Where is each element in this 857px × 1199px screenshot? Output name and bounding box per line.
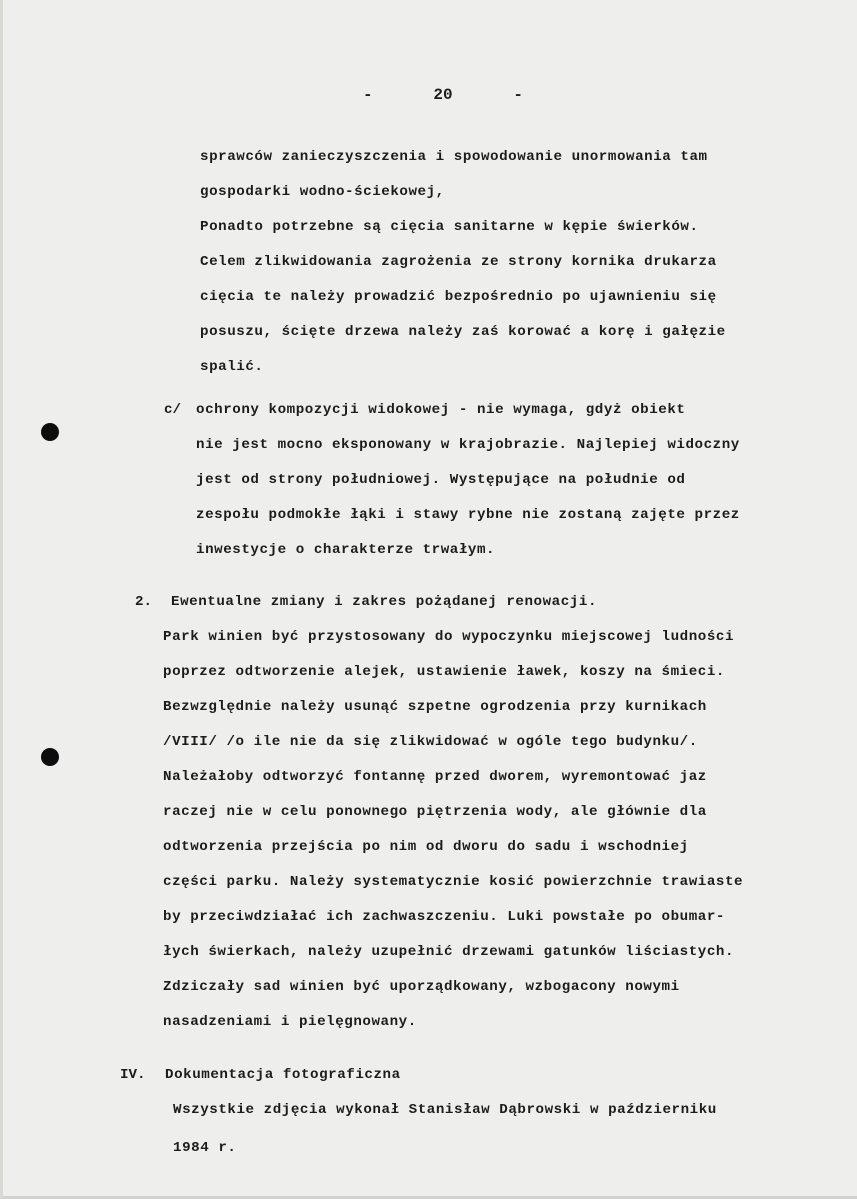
text-line: Ponadto potrzebne są cięcia sanitarne w kępie świerków. <box>200 219 699 235</box>
text-line: 1984 r. <box>173 1140 237 1156</box>
text-line: Park winien być przystosowany do wypoczynku miejscowej ludności <box>163 629 735 645</box>
text-line: części parku. Należy systematycznie kosić powierzchnie trawiaste <box>163 874 744 890</box>
section-title: Ewentualne zmiany i zakres pożądanej renowacji. <box>171 594 598 610</box>
page-number-dash-right: - <box>513 86 523 104</box>
page-number <box>363 86 523 104</box>
section-marker: 2. <box>135 594 153 610</box>
text-line: gospodarki wodno-ściekowej, <box>200 184 445 200</box>
text-line: jest od strony południowej. Występujące na południe od <box>196 472 686 488</box>
text-line: łych świerkach, należy uzupełnić drzewami gatunków liściastych. <box>163 944 735 960</box>
text-line: nasadzeniami i pielęgnowany. <box>163 1014 417 1030</box>
text-line: /VIII/ /o ile nie da się zlikwidować w ogóle tego budynku/. <box>163 734 698 750</box>
text-line: Należałoby odtworzyć fontannę przed dworem, wyremontować jaz <box>163 769 707 785</box>
text-line: sprawców zanieczyszczenia i spowodowanie unormowania tam <box>200 149 708 165</box>
punch-hole-icon <box>41 423 59 441</box>
text-line: ochrony kompozycji widokowej - nie wymaga, gdyż obiekt <box>196 402 686 418</box>
text-line: zespołu podmokłe łąki i stawy rybne nie zostaną zajęte przez <box>196 507 740 523</box>
text-line: odtworzenia przejścia po nim od dworu do sadu i wschodniej <box>163 839 689 855</box>
text-line: spalić. <box>200 359 264 375</box>
text-line: nie jest mocno eksponowany w krajobrazie. Najlepiej widoczny <box>196 437 740 453</box>
text-line: inwestycje o charakterze trwałym. <box>196 542 496 558</box>
page-number-value: 20 <box>433 86 453 104</box>
punch-hole-icon <box>41 748 59 766</box>
section-title: Dokumentacja fotograficzna <box>165 1067 401 1083</box>
text-line: Bezwzględnie należy usunąć szpetne ogrodzenia przy kurnikach <box>163 699 707 715</box>
section-marker: IV. <box>120 1067 146 1083</box>
text-line: Wszystkie zdjęcia wykonał Stanisław Dąbrowski w październiku <box>173 1102 717 1118</box>
text-line: Celem zlikwidowania zagrożenia ze strony kornika drukarza <box>200 254 717 270</box>
list-marker: c/ <box>164 402 182 418</box>
page-number-dash-left: - <box>363 86 373 104</box>
text-line: Zdziczały sad winien być uporządkowany, wzbogacony nowymi <box>163 979 680 995</box>
text-line: by przeciwdziałać ich zachwaszczeniu. Luki powstałe po obumar- <box>163 909 725 925</box>
text-line: cięcia te należy prowadzić bezpośrednio po ujawnieniu się <box>200 289 717 305</box>
text-line: raczej nie w celu ponownego piętrzenia wody, ale głównie dla <box>163 804 707 820</box>
text-line: posuszu, ścięte drzewa należy zaś korować a korę i gałęzie <box>200 324 726 340</box>
text-line: poprzez odtworzenie alejek, ustawienie ławek, koszy na śmieci. <box>163 664 725 680</box>
